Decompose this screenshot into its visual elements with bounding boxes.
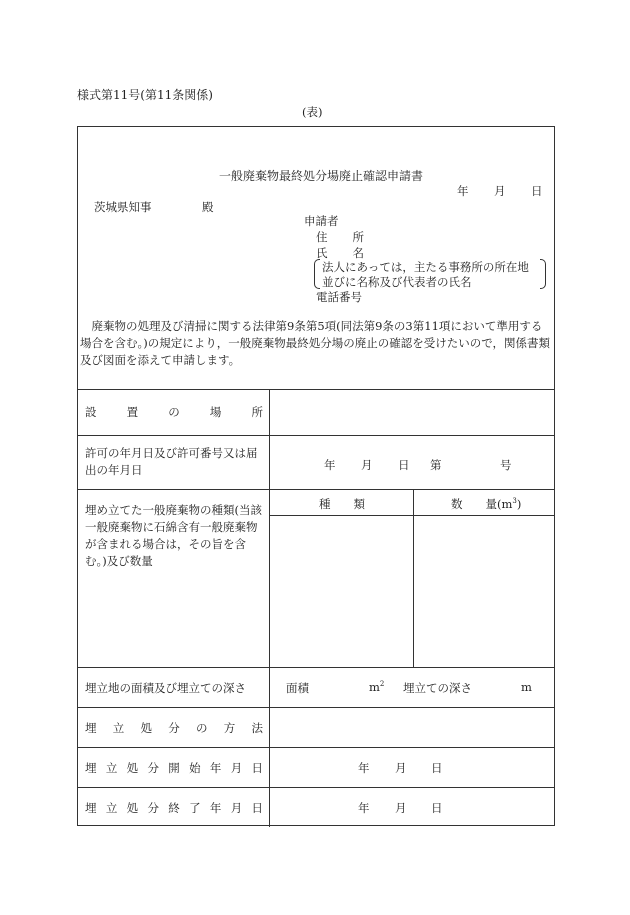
waste-label: 埋め立てた一般廃棄物の種類(当該一般廃棄物に石綿含有一般廃棄物が含まれる場合は，その旨を含む。)及び数量 — [85, 503, 262, 568]
permit-month: 月 — [361, 458, 373, 472]
applicant-label: 申請者 — [304, 214, 339, 228]
corporate-note-line1: 法人にあっては，主たる事務所の所在地 — [322, 260, 529, 274]
end-date-label: 埋 立 処 分 終 了 年 月 日 — [85, 801, 263, 815]
start-month: 月 — [395, 761, 407, 775]
address-label: 住 所 — [316, 230, 364, 244]
end-month: 月 — [395, 801, 407, 815]
phone-label: 電話番号 — [316, 290, 362, 304]
depth-unit: m — [521, 680, 532, 694]
permit-label: 許可の年月日及び許可番号又は届出の年月日 — [85, 446, 258, 477]
date-day: 日 — [531, 184, 543, 198]
location-label: 設 置 の 場 所 — [85, 405, 263, 419]
form-number: 様式第11号(第11条関係) — [77, 88, 213, 102]
corporate-note-line2: 並びに名称及び代表者の氏名 — [322, 275, 472, 289]
honorific: 殿 — [202, 200, 214, 214]
date-year: 年 — [457, 184, 469, 198]
form-side-label: (表) — [302, 105, 323, 119]
addressee: 茨城県知事 — [94, 200, 152, 214]
start-day: 日 — [431, 761, 443, 775]
permit-number-suffix: 号 — [500, 458, 512, 472]
area-unit: $m^2$ — [369, 680, 385, 694]
start-year: 年 — [358, 761, 370, 775]
end-day: 日 — [431, 801, 443, 815]
permit-number-prefix: 第 — [430, 458, 442, 472]
depth-word: 埋立ての深さ — [403, 681, 472, 695]
date-month: 月 — [494, 184, 506, 198]
permit-year: 年 — [324, 458, 336, 472]
area-word: 面積 — [286, 681, 309, 695]
application-form — [77, 126, 555, 826]
waste-quantity-header: 数 量$(m^3)$ — [451, 497, 522, 511]
application-body: 廃棄物の処理及び清掃に関する法律第9条第5項(同法第9条の3第11項において準用する場合を含む。)の規定により，一般廃棄物最終処分場の廃止の確認を受けたいので，関係書類及び図面を添えて申請します。 — [80, 319, 551, 367]
start-date-label: 埋 立 処 分 開 始 年 月 日 — [85, 761, 263, 775]
disposal-method-label: 埋 立 処 分 の 方 法 — [85, 721, 263, 735]
waste-type-header: 種 類 — [319, 497, 365, 511]
form-title: 一般廃棄物最終処分場廃止確認申請書 — [219, 169, 424, 183]
end-year: 年 — [358, 801, 370, 815]
area-label: 埋立地の面積及び埋立ての深さ — [85, 681, 246, 695]
corporate-note-bracket — [314, 259, 546, 287]
permit-day: 日 — [398, 458, 410, 472]
name-label: 氏 名 — [316, 246, 364, 260]
